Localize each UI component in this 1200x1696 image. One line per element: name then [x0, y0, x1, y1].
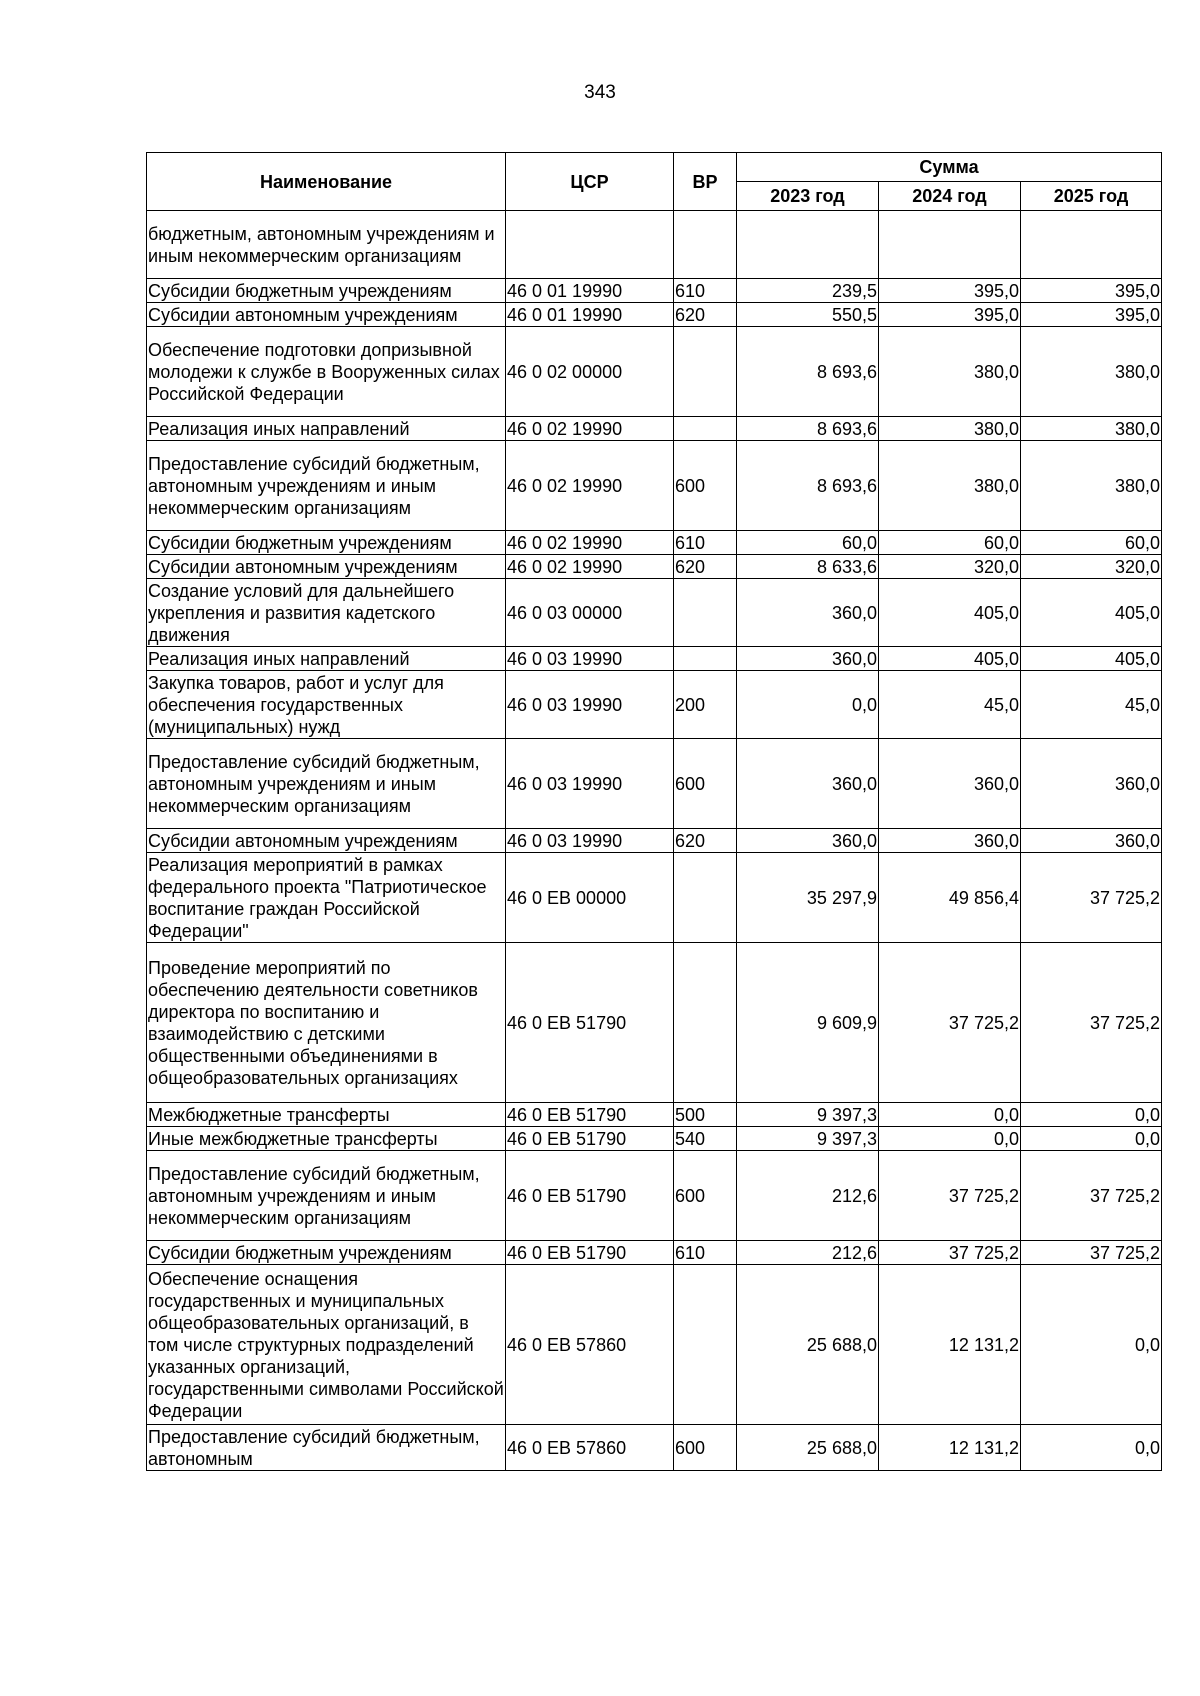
header-year-2023: 2023 год [737, 182, 879, 211]
row-csr: 46 0 02 19990 [506, 441, 674, 531]
row-amount-2024: 49 856,4 [879, 853, 1021, 943]
table-row [147, 647, 1162, 671]
row-csr: 46 0 02 19990 [506, 531, 674, 555]
row-amount-2025: 60,0 [1021, 531, 1162, 555]
row-amount-2025: 0,0 [1021, 1127, 1162, 1151]
row-vr: 620 [674, 829, 737, 853]
row-vr [674, 1265, 737, 1425]
page-number: 343 [584, 82, 616, 103]
row-name: Реализация мероприятий в рамках федерального проекта "Патриотическое воспитание граждан Российской Федерации" [147, 853, 506, 943]
row-name: Субсидии автономным учреждениям [147, 303, 506, 327]
row-amount-2024: 405,0 [879, 647, 1021, 671]
header-vr: ВР [674, 153, 737, 211]
row-amount-2023: 360,0 [737, 829, 879, 853]
row-amount-2024: 380,0 [879, 327, 1021, 417]
row-csr: 46 0 03 00000 [506, 579, 674, 647]
header-year-2024: 2024 год [879, 182, 1021, 211]
row-name: Предоставление субсидий бюджетным, автономным [147, 1425, 506, 1471]
row-name: Субсидии бюджетным учреждениям [147, 1241, 506, 1265]
table-body [147, 211, 1162, 1471]
row-name: Иные межбюджетные трансферты [147, 1127, 506, 1151]
row-csr: 46 0 EB 51790 [506, 1127, 674, 1151]
row-csr: 46 0 EB 51790 [506, 943, 674, 1103]
row-amount-2024: 360,0 [879, 829, 1021, 853]
row-name: Реализация иных направлений [147, 647, 506, 671]
header-sum: Сумма [737, 153, 1162, 182]
row-name: Реализация иных направлений [147, 417, 506, 441]
row-amount-2024: 380,0 [879, 417, 1021, 441]
row-csr: 46 0 EB 51790 [506, 1241, 674, 1265]
header-name: Наименование [147, 153, 506, 211]
row-vr [674, 647, 737, 671]
row-name: Предоставление субсидий бюджетным, автономным учреждениям и иным некоммерческим организациям [147, 739, 506, 829]
table-row [147, 1241, 1162, 1265]
row-name: Обеспечение оснащения государственных и муниципальных общеобразовательных организаций, в том числе структурных подразделений указанных организаций, государственными символами Российской Федерации [147, 1265, 506, 1425]
row-amount-2025: 380,0 [1021, 417, 1162, 441]
row-amount-2024 [879, 211, 1021, 279]
row-amount-2024: 12 131,2 [879, 1425, 1021, 1471]
row-amount-2025: 380,0 [1021, 327, 1162, 417]
table-row [147, 829, 1162, 853]
table-row [147, 555, 1162, 579]
row-amount-2023: 60,0 [737, 531, 879, 555]
row-amount-2023: 360,0 [737, 647, 879, 671]
row-amount-2023: 25 688,0 [737, 1425, 879, 1471]
table-row [147, 303, 1162, 327]
row-amount-2023: 0,0 [737, 671, 879, 739]
row-csr: 46 0 01 19990 [506, 303, 674, 327]
row-name: Субсидии автономным учреждениям [147, 555, 506, 579]
row-amount-2023: 35 297,9 [737, 853, 879, 943]
table-row [147, 279, 1162, 303]
row-csr [506, 211, 674, 279]
table-row [147, 1127, 1162, 1151]
row-csr: 46 0 03 19990 [506, 647, 674, 671]
row-vr: 610 [674, 531, 737, 555]
header-csr: ЦСР [506, 153, 674, 211]
row-name: Субсидии бюджетным учреждениям [147, 531, 506, 555]
row-csr: 46 0 03 19990 [506, 829, 674, 853]
row-name: Предоставление субсидий бюджетным, автономным учреждениям и иным некоммерческим организациям [147, 1151, 506, 1241]
row-name: бюджетным, автономным учреждениям и иным некоммерческим организациям [147, 211, 506, 279]
row-amount-2024: 45,0 [879, 671, 1021, 739]
row-amount-2024: 12 131,2 [879, 1265, 1021, 1425]
row-amount-2023: 239,5 [737, 279, 879, 303]
row-amount-2023: 360,0 [737, 739, 879, 829]
table-row [147, 211, 1162, 279]
row-amount-2024: 380,0 [879, 441, 1021, 531]
row-amount-2025 [1021, 211, 1162, 279]
row-amount-2023: 8 693,6 [737, 327, 879, 417]
table-row [147, 671, 1162, 739]
row-name: Межбюджетные трансферты [147, 1103, 506, 1127]
row-csr: 46 0 03 19990 [506, 671, 674, 739]
row-vr: 200 [674, 671, 737, 739]
row-amount-2023: 212,6 [737, 1151, 879, 1241]
row-vr [674, 853, 737, 943]
row-amount-2025: 37 725,2 [1021, 1241, 1162, 1265]
row-amount-2025: 380,0 [1021, 441, 1162, 531]
row-csr: 46 0 02 19990 [506, 555, 674, 579]
row-amount-2025: 37 725,2 [1021, 1151, 1162, 1241]
row-vr [674, 327, 737, 417]
row-amount-2024: 405,0 [879, 579, 1021, 647]
row-csr: 46 0 02 19990 [506, 417, 674, 441]
row-name: Предоставление субсидий бюджетным, автономным учреждениям и иным некоммерческим организациям [147, 441, 506, 531]
row-amount-2023: 8 693,6 [737, 441, 879, 531]
table-row [147, 417, 1162, 441]
table-row [147, 1151, 1162, 1241]
table-row [147, 943, 1162, 1103]
table-row [147, 1103, 1162, 1127]
row-vr: 610 [674, 1241, 737, 1265]
row-amount-2025: 0,0 [1021, 1103, 1162, 1127]
row-vr: 610 [674, 279, 737, 303]
row-amount-2024: 37 725,2 [879, 1151, 1021, 1241]
row-amount-2023: 360,0 [737, 579, 879, 647]
row-amount-2023: 8 633,6 [737, 555, 879, 579]
table-header [147, 153, 1162, 211]
row-amount-2025: 395,0 [1021, 303, 1162, 327]
row-vr: 600 [674, 441, 737, 531]
row-amount-2024: 360,0 [879, 739, 1021, 829]
row-amount-2023: 8 693,6 [737, 417, 879, 441]
row-vr: 620 [674, 555, 737, 579]
row-amount-2025: 405,0 [1021, 579, 1162, 647]
table-row [147, 531, 1162, 555]
row-amount-2025: 360,0 [1021, 829, 1162, 853]
row-amount-2024: 37 725,2 [879, 1241, 1021, 1265]
row-amount-2024: 395,0 [879, 279, 1021, 303]
table-row [147, 441, 1162, 531]
row-name: Обеспечение подготовки допризывной молодежи к службе в Вооруженных силах Российской Федерации [147, 327, 506, 417]
row-vr: 600 [674, 739, 737, 829]
row-amount-2024: 320,0 [879, 555, 1021, 579]
table-row [147, 579, 1162, 647]
row-amount-2024: 60,0 [879, 531, 1021, 555]
row-vr: 620 [674, 303, 737, 327]
budget-table [146, 152, 1162, 1471]
row-vr [674, 943, 737, 1103]
row-amount-2023 [737, 211, 879, 279]
row-amount-2025: 37 725,2 [1021, 853, 1162, 943]
row-amount-2024: 395,0 [879, 303, 1021, 327]
row-amount-2023: 9 397,3 [737, 1127, 879, 1151]
row-amount-2023: 9 397,3 [737, 1103, 879, 1127]
row-amount-2025: 37 725,2 [1021, 943, 1162, 1103]
table-row [147, 327, 1162, 417]
row-vr [674, 417, 737, 441]
row-amount-2025: 45,0 [1021, 671, 1162, 739]
table-row [147, 1425, 1162, 1471]
row-name: Субсидии автономным учреждениям [147, 829, 506, 853]
row-amount-2024: 0,0 [879, 1127, 1021, 1151]
row-vr [674, 579, 737, 647]
row-amount-2025: 0,0 [1021, 1265, 1162, 1425]
header-year-2025: 2025 год [1021, 182, 1162, 211]
row-amount-2023: 25 688,0 [737, 1265, 879, 1425]
row-amount-2024: 0,0 [879, 1103, 1021, 1127]
table-row [147, 739, 1162, 829]
row-vr: 600 [674, 1151, 737, 1241]
row-amount-2025: 395,0 [1021, 279, 1162, 303]
table-row [147, 1265, 1162, 1425]
row-amount-2023: 212,6 [737, 1241, 879, 1265]
row-amount-2025: 360,0 [1021, 739, 1162, 829]
row-amount-2023: 550,5 [737, 303, 879, 327]
row-name: Субсидии бюджетным учреждениям [147, 279, 506, 303]
table-row [147, 853, 1162, 943]
row-csr: 46 0 EB 57860 [506, 1425, 674, 1471]
row-csr: 46 0 EB 57860 [506, 1265, 674, 1425]
row-vr: 540 [674, 1127, 737, 1151]
row-amount-2025: 0,0 [1021, 1425, 1162, 1471]
row-vr: 500 [674, 1103, 737, 1127]
row-vr: 600 [674, 1425, 737, 1471]
row-amount-2023: 9 609,9 [737, 943, 879, 1103]
row-csr: 46 0 03 19990 [506, 739, 674, 829]
row-csr: 46 0 EB 00000 [506, 853, 674, 943]
row-name: Закупка товаров, работ и услуг для обеспечения государственных (муниципальных) нужд [147, 671, 506, 739]
row-csr: 46 0 EB 51790 [506, 1103, 674, 1127]
row-amount-2025: 405,0 [1021, 647, 1162, 671]
row-vr [674, 211, 737, 279]
row-csr: 46 0 02 00000 [506, 327, 674, 417]
row-amount-2024: 37 725,2 [879, 943, 1021, 1103]
row-name: Создание условий для дальнейшего укрепления и развития кадетского движения [147, 579, 506, 647]
row-amount-2025: 320,0 [1021, 555, 1162, 579]
row-name: Проведение мероприятий по обеспечению деятельности советников директора по воспитанию и взаимодействию с детскими общественными объединениями в общеобразовательных организациях [147, 943, 506, 1103]
row-csr: 46 0 EB 51790 [506, 1151, 674, 1241]
row-csr: 46 0 01 19990 [506, 279, 674, 303]
